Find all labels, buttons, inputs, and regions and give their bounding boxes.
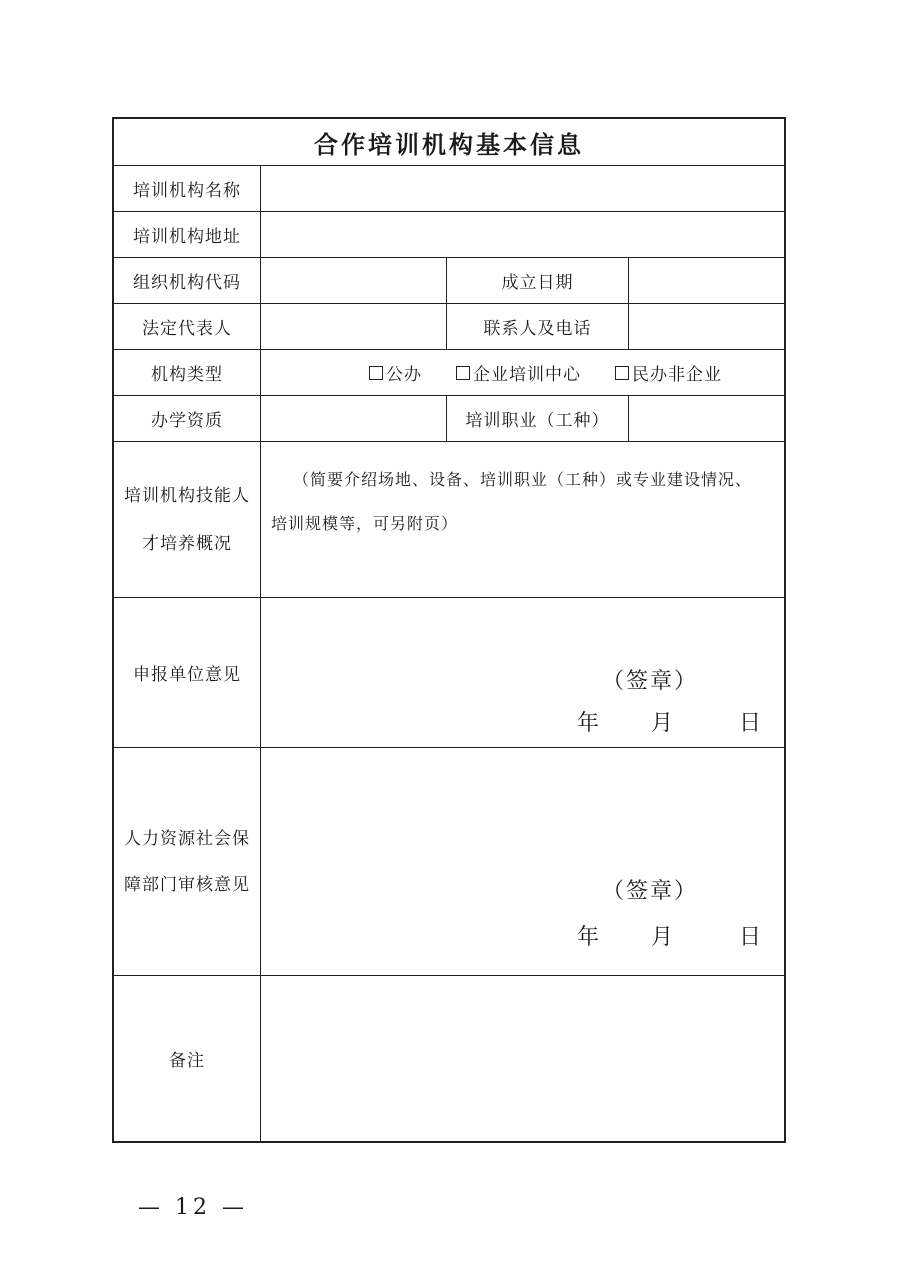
- org-code-field[interactable]: [260, 258, 446, 303]
- institution-name-field[interactable]: [260, 166, 784, 211]
- checkbox-icon[interactable]: [615, 366, 629, 380]
- applicant-date-line: [577, 706, 762, 737]
- notes-field[interactable]: [260, 976, 784, 1141]
- institution-type-options: [260, 350, 784, 395]
- hr-opinion-label: [114, 748, 260, 975]
- row-institution-address: [114, 211, 784, 257]
- type-option-public[interactable]: [369, 360, 422, 385]
- type-option-public-label: 公办: [386, 365, 422, 385]
- row-legal-rep: [114, 303, 784, 349]
- notes-label: 备注: [169, 1051, 205, 1071]
- institution-address-label: 培训机构地址: [133, 227, 241, 247]
- form-title-row: [114, 119, 784, 165]
- page-number: — 12 —: [138, 1195, 248, 1220]
- skill-overview-hint-line2: 培训规模等，可另附页）: [271, 514, 459, 533]
- hr-day: 日: [738, 925, 762, 950]
- qualification-label: 办学资质: [151, 411, 223, 431]
- row-institution-name: [114, 165, 784, 211]
- skill-overview-hint-line1: （简要介绍场地、设备、培训职业（工种）或专业建设情况、: [293, 470, 753, 489]
- hr-opinion-field[interactable]: [260, 748, 784, 975]
- contact-field[interactable]: [628, 304, 784, 349]
- applicant-seal-text: （签章）: [601, 669, 698, 694]
- type-option-enterprise[interactable]: [456, 360, 581, 385]
- institution-address-field[interactable]: [260, 212, 784, 257]
- hr-opinion-label-line1: 人力资源社会保: [124, 828, 250, 849]
- form-title: 合作培训机构基本信息: [314, 129, 584, 159]
- founded-date-label: 成立日期: [446, 258, 628, 303]
- org-code-label: 组织机构代码: [133, 273, 241, 293]
- legal-rep-field[interactable]: [260, 304, 446, 349]
- institution-name-label: 培训机构名称: [133, 181, 241, 201]
- occupation-label: 培训职业（工种）: [446, 396, 628, 441]
- institution-type-label: 机构类型: [151, 365, 223, 385]
- founded-date-field[interactable]: [628, 258, 784, 303]
- row-applicant-opinion: [114, 597, 784, 747]
- skill-overview-label-line2: 才培养概况: [142, 533, 232, 554]
- hr-year: 年: [576, 925, 600, 950]
- row-skill-overview: [114, 441, 784, 597]
- type-option-private-nonprofit-label: 民办非企业: [632, 365, 722, 385]
- hr-seal-text: （签章）: [601, 879, 698, 904]
- type-option-private-nonprofit[interactable]: [615, 360, 722, 385]
- applicant-day: 日: [738, 711, 762, 736]
- applicant-opinion-label: 申报单位意见: [133, 665, 241, 685]
- checkbox-icon[interactable]: [369, 366, 383, 380]
- hr-date-line: [577, 920, 762, 951]
- applicant-month: 月: [650, 711, 674, 736]
- qualification-field[interactable]: [260, 396, 446, 441]
- applicant-year: 年: [576, 711, 600, 736]
- applicant-opinion-field[interactable]: [260, 598, 784, 747]
- skill-overview-label-line1: 培训机构技能人: [124, 485, 250, 506]
- row-org-code: [114, 257, 784, 303]
- row-qualification: [114, 395, 784, 441]
- contact-label: 联系人及电话: [446, 304, 628, 349]
- row-notes: [114, 975, 784, 1141]
- occupation-field[interactable]: [628, 396, 784, 441]
- training-institution-form: [112, 117, 786, 1143]
- legal-rep-label: 法定代表人: [142, 319, 232, 339]
- type-option-enterprise-label: 企业培训中心: [473, 365, 581, 385]
- row-hr-opinion: [114, 747, 784, 975]
- row-institution-type: [114, 349, 784, 395]
- hr-month: 月: [650, 925, 674, 950]
- skill-overview-field[interactable]: [260, 442, 784, 597]
- skill-overview-label: [114, 442, 260, 597]
- hr-opinion-label-line2: 障部门审核意见: [124, 874, 250, 895]
- checkbox-icon[interactable]: [456, 366, 470, 380]
